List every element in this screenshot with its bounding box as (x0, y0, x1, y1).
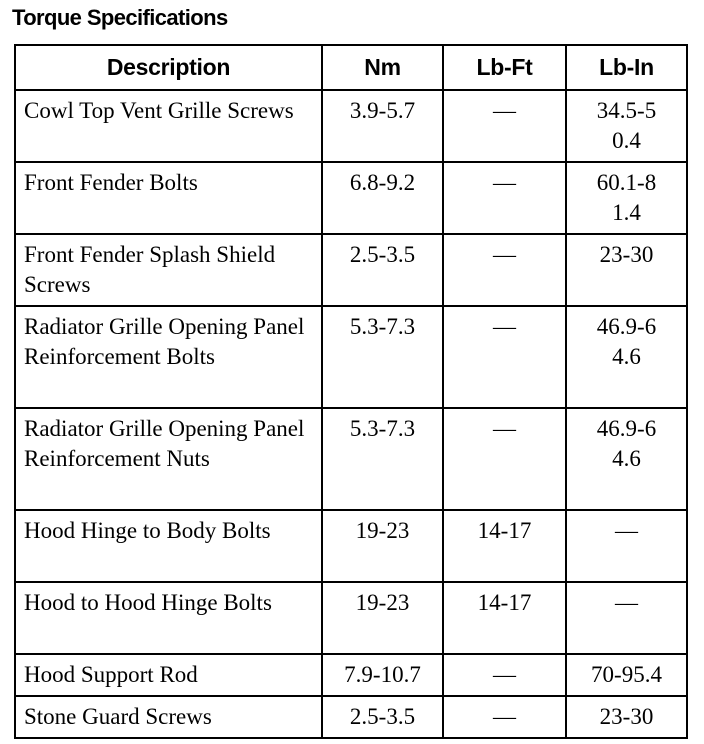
cell-lb-ft: — (443, 234, 566, 306)
cell-lb-ft: — (443, 90, 566, 162)
cell-lb-in-value: 46.9-64.6 (596, 416, 657, 471)
cell-lb-in-value: 46.9-64.6 (596, 314, 657, 369)
cell-lb-ft: — (443, 654, 566, 696)
cell-nm: 5.3-7.3 (322, 306, 443, 408)
column-header-lb-in: Lb-In (566, 45, 687, 90)
table-row (15, 582, 687, 654)
cell-lb-ft: — (443, 696, 566, 738)
column-header-description: Description (15, 45, 322, 90)
cell-lb-in-value: 60.1-81.4 (596, 170, 657, 225)
cell-nm: 5.3-7.3 (322, 408, 443, 510)
cell-description: Radiator Grille Opening Panel Reinforcement Nuts (15, 408, 322, 510)
cell-description: Stone Guard Screws (15, 696, 322, 738)
cell-description: Cowl Top Vent Grille Screws (15, 90, 322, 162)
table-header-row (15, 45, 687, 90)
cell-nm: 2.5-3.5 (322, 234, 443, 306)
cell-nm: 2.5-3.5 (322, 696, 443, 738)
table-row (15, 306, 687, 408)
cell-lb-in (566, 654, 687, 696)
cell-nm: 6.8-9.2 (322, 162, 443, 234)
table-row (15, 234, 687, 306)
cell-description: Front Fender Bolts (15, 162, 322, 234)
cell-description: Front Fender Splash Shield Screws (15, 234, 322, 306)
cell-lb-in-value: 23-30 (599, 242, 654, 267)
table-row (15, 90, 687, 162)
cell-lb-ft: — (443, 306, 566, 408)
cell-description: Radiator Grille Opening Panel Reinforcement Bolts (15, 306, 322, 408)
cell-lb-ft: 14-17 (443, 510, 566, 582)
page-title: Torque Specifications (12, 5, 228, 30)
cell-lb-in (566, 90, 687, 162)
cell-description: Hood to Hood Hinge Bolts (15, 582, 322, 654)
cell-nm: 3.9-5.7 (322, 90, 443, 162)
table-row (15, 696, 687, 738)
cell-lb-in (566, 510, 687, 582)
table-row (15, 510, 687, 582)
cell-nm: 19-23 (322, 582, 443, 654)
column-header-lb-ft: Lb-Ft (443, 45, 566, 90)
cell-lb-in-value: 23-30 (599, 704, 654, 729)
cell-description: Hood Hinge to Body Bolts (15, 510, 322, 582)
table-row (15, 408, 687, 510)
cell-nm: 7.9-10.7 (322, 654, 443, 696)
cell-lb-in (566, 162, 687, 234)
cell-lb-in-value: — (615, 590, 638, 615)
cell-lb-in (566, 234, 687, 306)
column-header-nm: Nm (322, 45, 443, 90)
cell-lb-in (566, 306, 687, 408)
cell-lb-ft: — (443, 162, 566, 234)
cell-lb-ft: — (443, 408, 566, 510)
table-row (15, 654, 687, 696)
cell-lb-in-value: — (615, 518, 638, 543)
cell-lb-in (566, 582, 687, 654)
table-row (15, 162, 687, 234)
torque-spec-table (14, 44, 688, 739)
cell-nm: 19-23 (322, 510, 443, 582)
cell-description: Hood Support Rod (15, 654, 322, 696)
cell-lb-ft: 14-17 (443, 582, 566, 654)
cell-lb-in-value: 70-95.4 (591, 662, 662, 687)
cell-lb-in (566, 408, 687, 510)
cell-lb-in (566, 696, 687, 738)
cell-lb-in-value: 34.5-50.4 (596, 98, 657, 153)
